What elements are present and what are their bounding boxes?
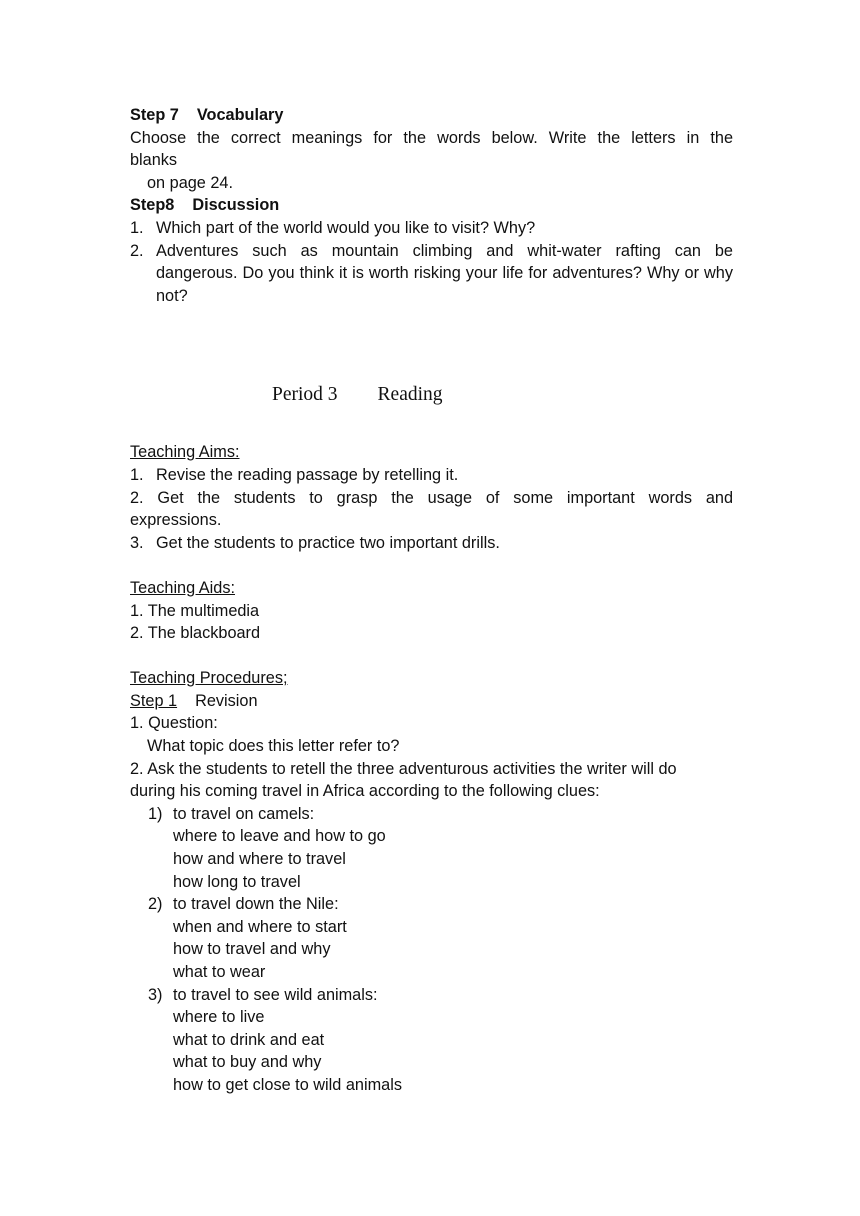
retell-task-line2: during his coming travel in Africa according to the following clues: (130, 782, 600, 801)
clue-item: when and where to start (173, 917, 347, 936)
step7-label: Step 7 (130, 106, 179, 124)
step7-instruction-line3: on page 24. (147, 173, 234, 192)
clue-item: where to leave and how to go (173, 827, 386, 846)
aim-text: Get the students to practice two important drills. (156, 533, 500, 552)
period-title: Reading (377, 384, 443, 405)
step7-title: Vocabulary (196, 106, 284, 124)
clue-item: how long to travel (173, 872, 301, 891)
aim-item-2-line2: expressions. (130, 511, 222, 530)
aim-number: 3. (130, 533, 144, 552)
aim-item-3 (130, 532, 733, 555)
teaching-aids-heading: Teaching Aids: (130, 578, 235, 597)
clue-group-2 (130, 893, 733, 916)
step1-label: Step 1 (130, 691, 178, 710)
aim-item-1 (130, 464, 733, 487)
period-label: Period 3 (272, 384, 338, 405)
clue-group-3 (130, 984, 733, 1007)
step8-heading (130, 194, 733, 217)
step1-heading (130, 690, 733, 713)
aim-text: Revise the reading passage by retelling it. (156, 465, 459, 484)
step8-title: Discussion (192, 196, 280, 215)
clue-item: where to live (173, 1008, 265, 1027)
discussion-question-2 (130, 240, 733, 308)
teaching-procedures-heading: Teaching Procedures; (130, 669, 288, 688)
clue-item: what to buy and why (173, 1053, 322, 1072)
clue-item: what to wear (173, 963, 266, 981)
clue-number: 2) (148, 895, 163, 914)
step7-instruction-line2: blanks (130, 151, 178, 170)
clue-group-1 (130, 803, 733, 826)
question-number: 2. (130, 241, 144, 260)
clue-title: to travel to see wild animals: (173, 985, 378, 1004)
question-text: What topic does this letter refer to? (147, 737, 400, 756)
document-page (130, 104, 733, 1097)
clue-title: to travel down the Nile: (173, 895, 339, 914)
discussion-question-1 (130, 217, 733, 240)
clue-item: how to travel and why (173, 940, 331, 959)
question-label: 1. Question: (130, 714, 218, 733)
aid-item-2: 2. The blackboard (130, 624, 261, 643)
clue-item: what to drink and eat (173, 1030, 325, 1049)
clue-title: to travel on camels: (173, 804, 315, 823)
question-number: 1. (130, 218, 144, 237)
step8-label: Step8 (130, 196, 175, 215)
question-text: Adventures such as mountain climbing and whit-water rafting can be dangerous. Do you think it is worth risking your life for adventures? Why or why not? (156, 241, 733, 305)
step1-title: Revision (195, 691, 258, 710)
aim-number: 1. (130, 465, 144, 484)
clue-item: how and where to travel (173, 850, 346, 869)
period-heading (272, 384, 443, 406)
question-text: Which part of the world would you like to visit? Why? (156, 218, 536, 237)
clue-item: how to get close to wild animals (173, 1075, 402, 1094)
clue-number: 3) (148, 985, 163, 1004)
retell-task-line1: 2. Ask the students to retell the three adventurous activities the writer will do (130, 759, 677, 778)
clue-number: 1) (148, 804, 163, 823)
step7-instruction-line1: Choose the correct meanings for the words below. Write the letters in the (130, 128, 733, 147)
aid-item-1: 1. The multimedia (130, 601, 260, 620)
teaching-aims-heading: Teaching Aims: (130, 443, 240, 462)
aim-item-2-line1: 2. Get the students to grasp the usage of some important words and (130, 488, 733, 507)
step7-heading (130, 104, 733, 127)
